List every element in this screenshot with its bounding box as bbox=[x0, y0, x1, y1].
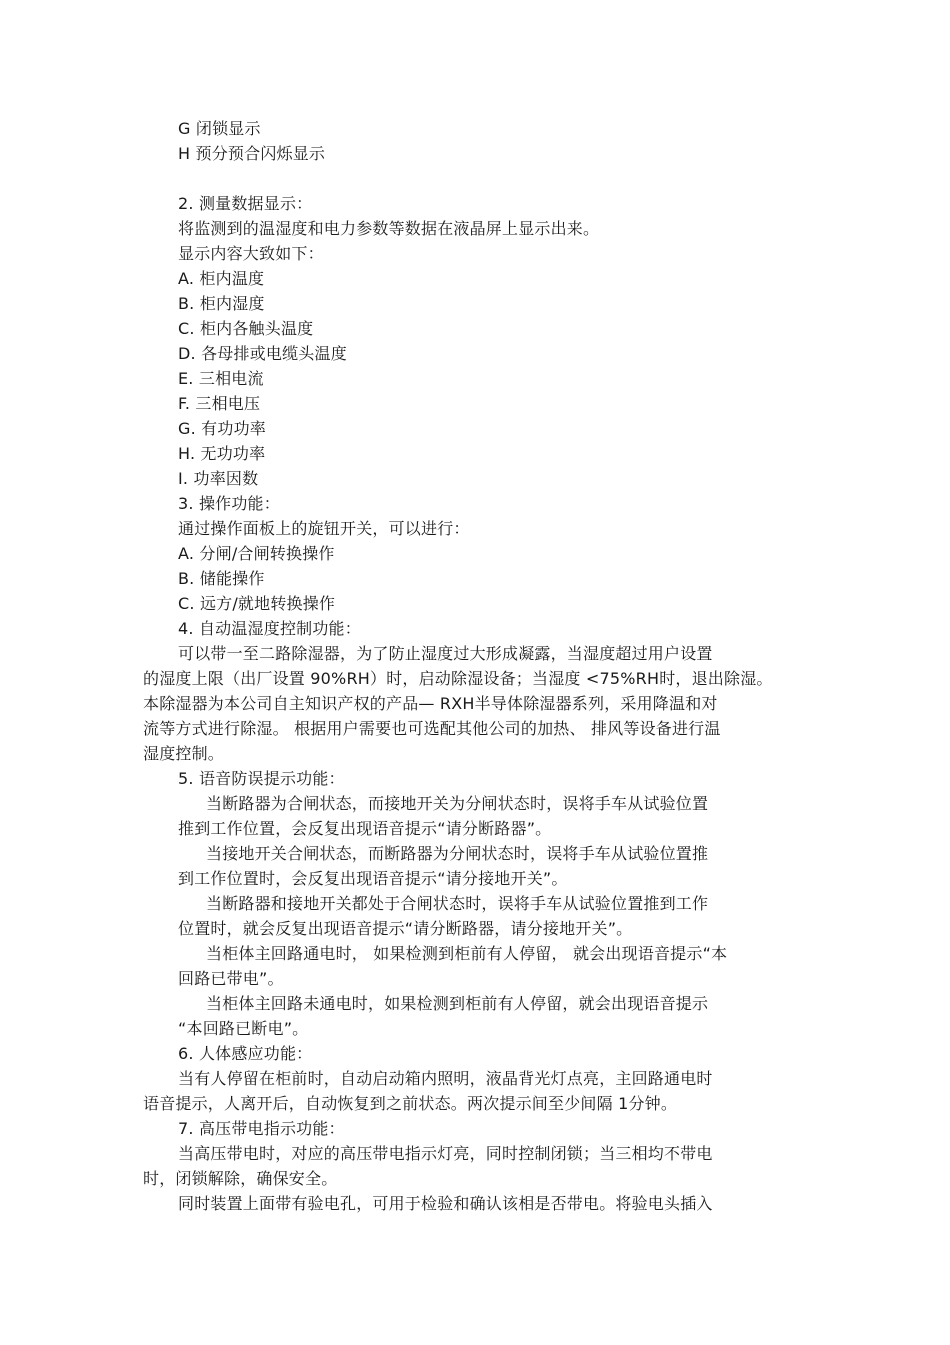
list-item: B. 储能操作 bbox=[178, 569, 265, 588]
text-line: 当接地开关合闸状态，而断路器为分闸状态时，误将手车从试验位置推 bbox=[206, 844, 709, 863]
section-heading: 5. 语音防误提示功能： bbox=[178, 769, 345, 788]
text-line: 到工作位置时，会反复出现语音提示“请分接地开关”。 bbox=[178, 869, 568, 888]
text-line: “本回路已断电”。 bbox=[178, 1019, 309, 1038]
section-heading: 7. 高压带电指示功能： bbox=[178, 1119, 345, 1138]
text-line: 当柜体主回路通电时， 如果检测到柜前有人停留， 就会出现语音提示“本 bbox=[206, 944, 728, 963]
text-line: 回路已带电”。 bbox=[178, 969, 284, 988]
section-heading: 4. 自动温湿度控制功能： bbox=[178, 619, 361, 638]
text-line: 当有人停留在柜前时，自动启动箱内照明，液晶背光灯点亮，主回路通电时 bbox=[178, 1069, 713, 1088]
list-item: I. 功率因数 bbox=[178, 469, 259, 488]
text-line: 当断路器和接地开关都处于合闸状态时，误将手车从试验位置推到工作 bbox=[206, 894, 709, 913]
list-item: E. 三相电流 bbox=[178, 369, 264, 388]
text-line: 语音提示，人离开后，自动恢复到之前状态。两次提示间至少间隔 1分钟。 bbox=[143, 1094, 678, 1113]
list-item: C. 远方/就地转换操作 bbox=[178, 594, 336, 613]
text-line: 显示内容大致如下： bbox=[178, 244, 324, 263]
list-item: F. 三相电压 bbox=[178, 394, 261, 413]
list-item: B. 柜内湿度 bbox=[178, 294, 265, 313]
text-line: 本除湿器为本公司自主知识产权的产品— RXH半导体除湿器系列，采用降温和对 bbox=[143, 694, 718, 713]
text-line: 流等方式进行除湿。 根据用户需要也可选配其他公司的加热、 排风等设备进行温 bbox=[143, 719, 721, 738]
text-line: 的湿度上限（出厂设置 90%RH）时，启动除湿设备；当湿度 <75%RH时，退出除湿。 bbox=[143, 669, 773, 688]
text-line: H 预分预合闪烁显示 bbox=[178, 144, 326, 163]
text-line: 将监测到的温湿度和电力参数等数据在液晶屏上显示出来。 bbox=[178, 219, 600, 238]
section-heading: 6. 人体感应功能： bbox=[178, 1044, 313, 1063]
text-line: 当柜体主回路未通电时，如果检测到柜前有人停留，就会出现语音提示 bbox=[206, 994, 709, 1013]
text-line: G 闭锁显示 bbox=[178, 119, 261, 138]
text-line: 通过操作面板上的旋钮开关，可以进行： bbox=[178, 519, 470, 538]
section-heading: 3. 操作功能： bbox=[178, 494, 280, 513]
list-item: G. 有功功率 bbox=[178, 419, 266, 438]
list-item: A. 柜内温度 bbox=[178, 269, 265, 288]
list-item: D. 各母排或电缆头温度 bbox=[178, 344, 347, 363]
list-item: A. 分闸/合闸转换操作 bbox=[178, 544, 335, 563]
text-line: 湿度控制。 bbox=[143, 744, 225, 763]
text-line: 推到工作位置，会反复出现语音提示“请分断路器”。 bbox=[178, 819, 552, 838]
section-heading: 2. 测量数据显示： bbox=[178, 194, 313, 213]
list-item: H. 无功功率 bbox=[178, 444, 266, 463]
text-line: 同时装置上面带有验电孔，可用于检验和确认该相是否带电。将验电头插入 bbox=[178, 1194, 713, 1213]
text-line: 位置时，就会反复出现语音提示“请分断路器，请分接地开关”。 bbox=[178, 919, 633, 938]
text-line: 当断路器为合闸状态，而接地开关为分闸状态时，误将手车从试验位置 bbox=[206, 794, 709, 813]
text-line: 时，闭锁解除，确保安全。 bbox=[143, 1169, 338, 1188]
list-item: C. 柜内各触头温度 bbox=[178, 319, 314, 338]
text-line: 当高压带电时，对应的高压带电指示灯亮，同时控制闭锁；当三相均不带电 bbox=[178, 1144, 713, 1163]
text-line: 可以带一至二路除湿器，为了防止湿度过大形成凝露，当湿度超过用户设置 bbox=[178, 644, 713, 663]
